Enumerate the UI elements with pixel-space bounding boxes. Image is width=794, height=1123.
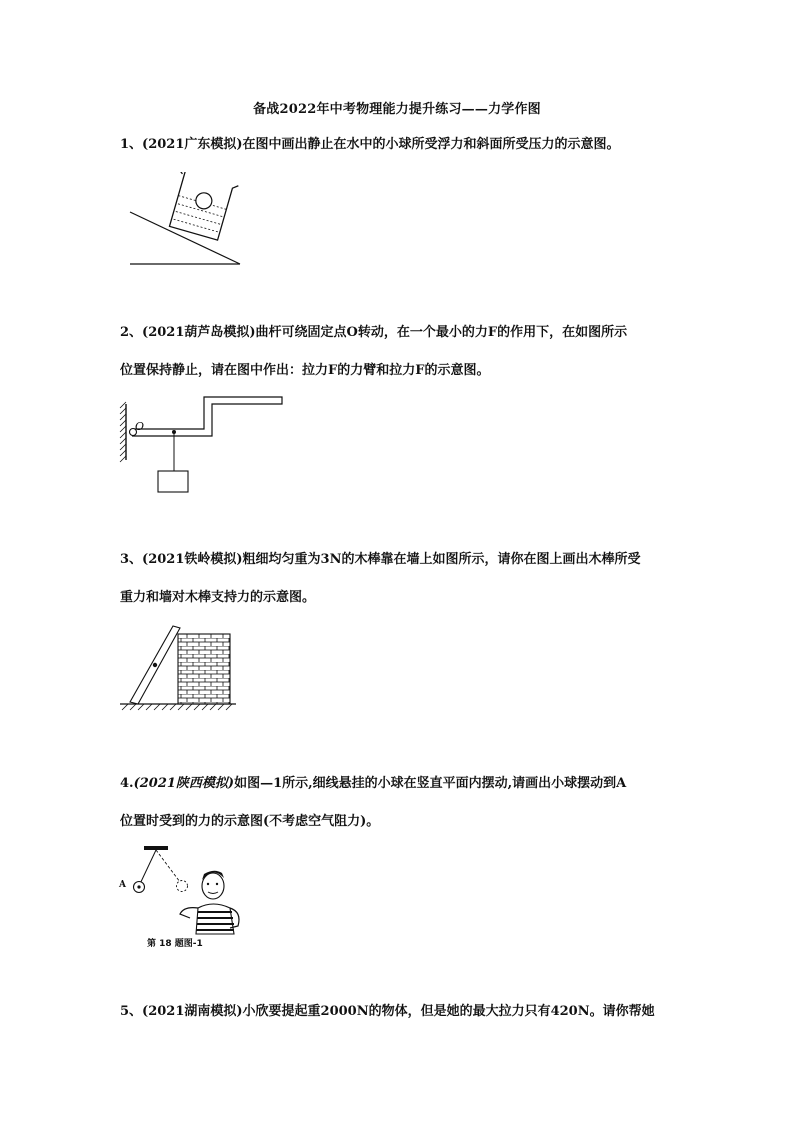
question-text-line2: 重力和墙对木棒支持力的示意图。 xyxy=(120,590,316,605)
person-illustration xyxy=(180,871,239,934)
beaker-on-incline-figure xyxy=(120,172,250,272)
question-2 xyxy=(120,314,680,390)
page-title: 备战2022年中考物理能力提升练习——力学作图 xyxy=(253,102,541,117)
pendulum-figure xyxy=(118,842,248,938)
question-text-line1: (2021葫芦岛模拟)曲杆可绕固定点O转动，在一个最小的力F的作用下，在如图所示 xyxy=(142,325,628,340)
question-text-line1: (2021湖南模拟)小欣要提起重2000N的物体，但是她的最大拉力只有420N。请你帮她 xyxy=(142,1004,655,1019)
question-number: 2、 xyxy=(120,325,143,340)
question-number: 3、 xyxy=(120,552,143,567)
stick-against-wall-figure xyxy=(118,622,238,718)
bent-lever-figure xyxy=(116,392,286,496)
center-of-gravity xyxy=(153,663,157,667)
hanging-weight xyxy=(158,471,188,492)
pivot-label: O xyxy=(135,420,145,433)
question-3 xyxy=(120,541,680,617)
question-text-line1: 如图—1所示,细线悬挂的小球在竖直平面内摆动,请画出小球摆动到A xyxy=(234,776,627,791)
question-text: (2021广东模拟)在图中画出静止在水中的小球所受浮力和斜面所受压力的示意图。 xyxy=(142,137,620,152)
question-text-line2: 位置保持静止，请在图中作出：拉力F的力臂和拉力F的示意图。 xyxy=(120,363,490,378)
question-number: 5、 xyxy=(120,1004,143,1019)
question-number: 1、 xyxy=(120,137,143,152)
ball-dashed xyxy=(177,881,188,892)
question-source: (2021陕西模拟) xyxy=(133,776,235,791)
figure-caption: 第 18 题图-1 xyxy=(147,939,203,949)
point-a-label: A xyxy=(119,880,126,890)
question-text-line1: (2021铁岭模拟)粗细均匀重为3N的木棒靠在墙上如图所示，请你在图上画出木棒所受 xyxy=(142,552,641,567)
question-4 xyxy=(120,765,680,841)
question-number: 4. xyxy=(120,776,134,791)
question-5 xyxy=(120,993,680,1031)
brick-wall xyxy=(178,634,230,704)
ceiling-mount xyxy=(144,846,168,850)
question-1 xyxy=(120,126,680,164)
ball xyxy=(194,191,214,211)
question-text-line2: 位置时受到的力的示意图(不考虑空气阻力)。 xyxy=(120,814,380,829)
